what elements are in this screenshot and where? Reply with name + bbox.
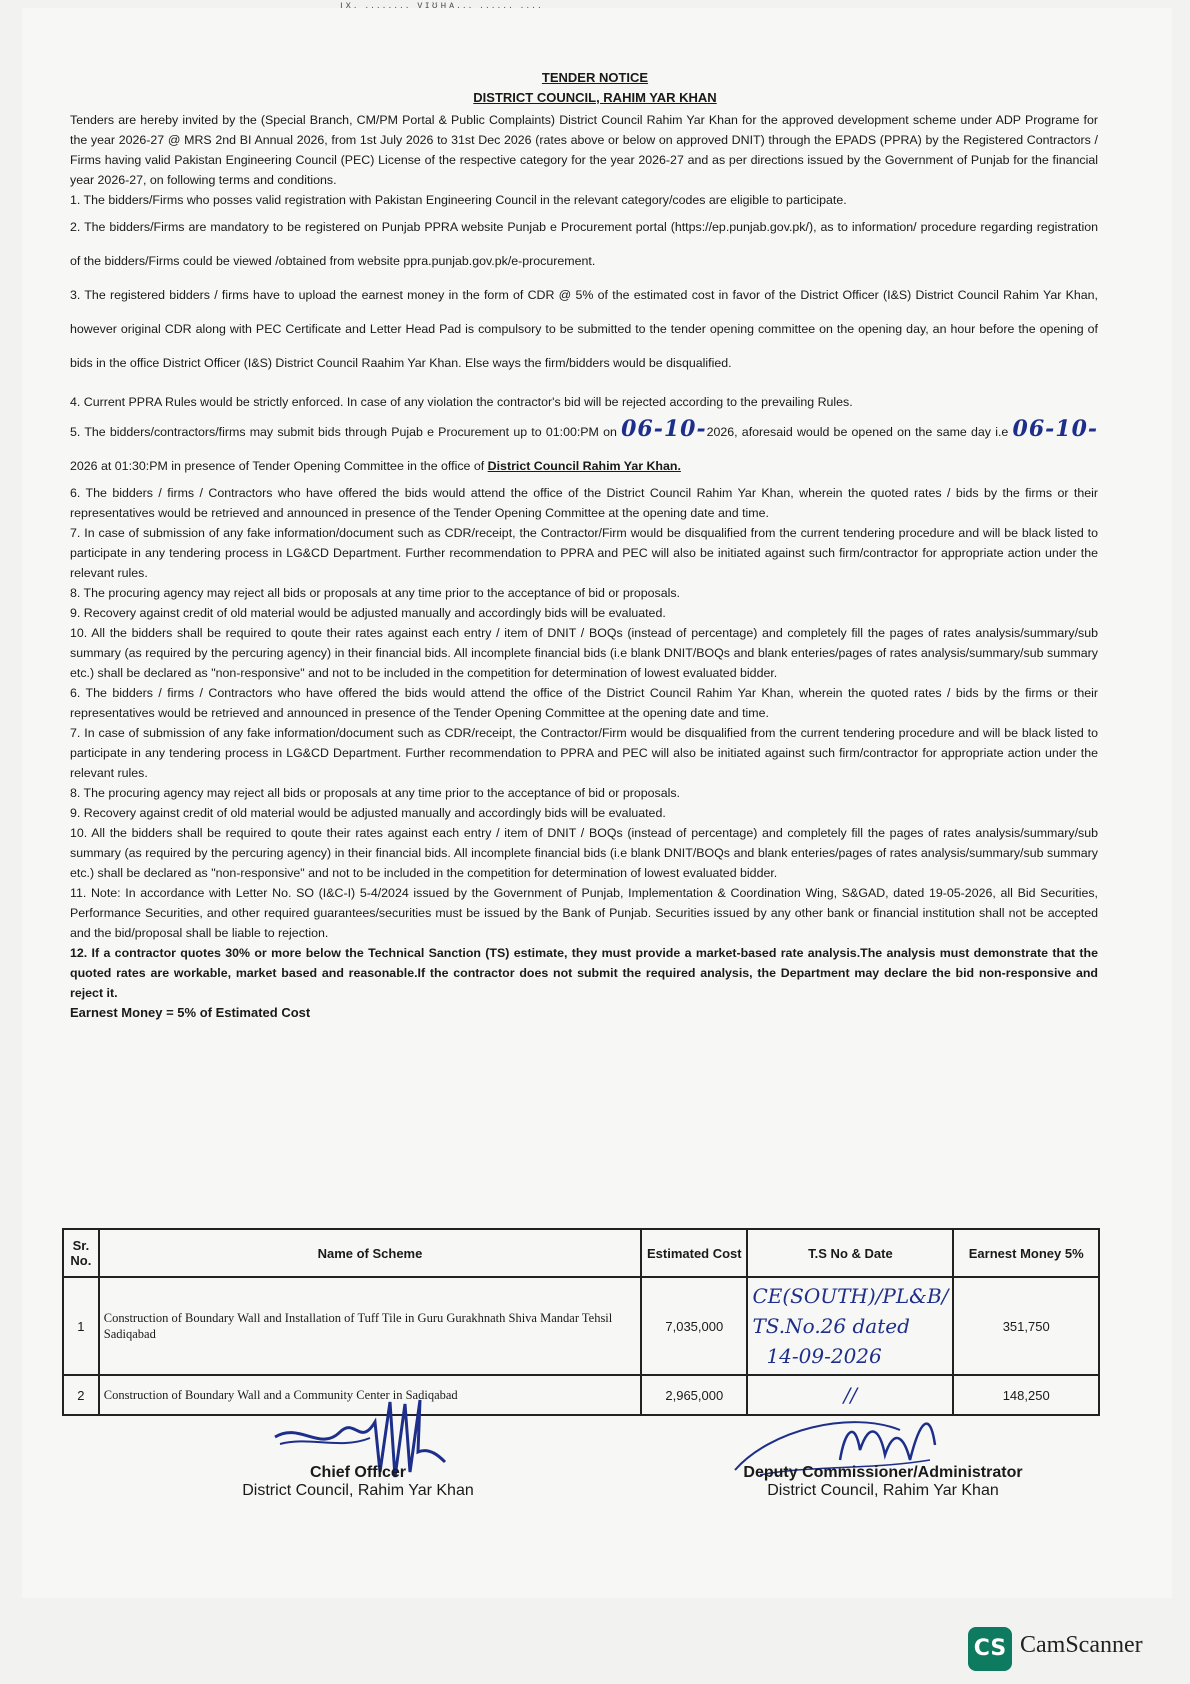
col-header-cost: Estimated Cost — [641, 1229, 747, 1277]
ts-line-3: 14-09-2026 — [766, 1344, 882, 1368]
cell-sr: 2 — [63, 1375, 99, 1415]
notice-body — [70, 110, 1098, 1023]
cell-estimated-cost: 7,035,000 — [641, 1277, 747, 1375]
table-header-row — [63, 1229, 1099, 1277]
term-5-office: District Council Rahim Yar Khan. — [487, 459, 681, 473]
col-header-name: Name of Scheme — [99, 1229, 641, 1277]
notice-subtitle: DISTRICT COUNCIL, RAHIM YAR KHAN — [473, 90, 717, 105]
term-6-repeat: 6. The bidders / firms / Contractors who have offered the bids would attend the office of the District Council Rahim Yar Khan, wherein the quoted rates / bids by the firms or their representatives would be retrieved and announced in presence of the Tender Opening Committee at the opening date and time. — [70, 686, 1098, 720]
col-header-ts: T.S No & Date — [747, 1229, 953, 1277]
col-header-sr: Sr. No. — [63, 1229, 99, 1277]
ts-line-1: CE(SOUTH)/PL&B/ — [752, 1284, 949, 1308]
term-1: 1. The bidders/Firms who posses valid registration with Pakistan Engineering Council in the relevant category/codes are eligible to participate. — [70, 193, 847, 207]
term-4: 4. Current PPRA Rules would be strictly enforced. In case of any violation the contractor's bid will be rejected according to the prevailing Rules. — [70, 395, 853, 409]
term-7: 7. In case of submission of any fake information/document such as CDR/receipt, the Contractor/Firm would be disqualified from the current tendering procedure and will be black listed to participate in any tendering process in LG&CD Department. Further recommendation to PPRA and PEC will also be initiated against such firm/contractor for appropriate action under the relevant rules. — [70, 526, 1098, 580]
col-header-earnest: Earnest Money 5% — [953, 1229, 1099, 1277]
cell-ts-handwritten — [747, 1277, 953, 1375]
ts-line-2: TS.No.26 dated — [752, 1314, 910, 1338]
scan-header-fragment: ıx. ........ vɪʊʜᴀ... ...... .... — [340, 0, 544, 10]
cell-scheme-name: Construction of Boundary Wall and a Community Center in Sadiqabad — [99, 1375, 641, 1415]
cell-ts-ditto: // — [747, 1375, 953, 1415]
term-5 — [70, 412, 1098, 483]
notice-title: TENDER NOTICE — [541, 70, 649, 85]
cell-earnest-money: 351,750 — [953, 1277, 1099, 1375]
term-9-repeat: 9. Recovery against credit of old material would be adjusted manually and accordingly bids will be evaluated. — [70, 806, 666, 820]
term-5-text-b: 2026, aforesaid would be opened on the same day i.e — [706, 425, 1009, 439]
schemes-table — [62, 1228, 1100, 1416]
table-row — [63, 1277, 1099, 1375]
cell-scheme-name: Construction of Boundary Wall and Installation of Tuff Tile in Guru Gurakhnath Shiva Mandar Tehsil Sadiqabad — [99, 1277, 641, 1375]
term-8: 8. The procuring agency may reject all bids or proposals at any time prior to the acceptance of bid or proposals. — [70, 586, 680, 600]
camscanner-watermark: CamScanner — [1020, 1632, 1143, 1658]
cell-earnest-money: 148,250 — [953, 1375, 1099, 1415]
term-6: 6. The bidders / firms / Contractors who have offered the bids would attend the office of the District Council Rahim Yar Khan, wherein the quoted rates / bids by the firms or their representatives would be retrieved and announced in presence of the Tender Opening Committee at the opening date and time. — [70, 486, 1098, 520]
earnest-money-title: Earnest Money = 5% of Estimated Cost — [70, 1005, 311, 1020]
left-signature-org: District Council, Rahim Yar Khan — [242, 1482, 474, 1499]
term-9: 9. Recovery against credit of old material would be adjusted manually and accordingly bids will be evaluated. — [70, 606, 666, 620]
term-12: 12. If a contractor quotes 30% or more below the Technical Sanction (TS) estimate, they must provide a market-based rate analysis.The analysis must demonstrate that the quoted rates are workable, market based and reasonable.If the contractor does not submit the required analysis, the Department may declare the bid non-responsive and reject it. — [70, 946, 1098, 1000]
cell-sr: 1 — [63, 1277, 99, 1375]
chief-officer-title: Chief Officer — [309, 1464, 406, 1481]
right-signature-org: District Council, Rahim Yar Khan — [767, 1482, 999, 1499]
left-signature-block — [218, 1464, 498, 1500]
term-7-repeat: 7. In case of submission of any fake information/document such as CDR/receipt, the Contractor/Firm would be disqualified from the current tendering procedure and will be black listed to participate in any tendering process in LG&CD Department. Further recommendation to PPRA and PEC will also be initiated against such firm/contractor for appropriate action under the relevant rules. — [70, 726, 1098, 780]
term-3: 3. The registered bidders / firms have to upload the earnest money in the form of CDR @ 5% of the estimated cost in favor of the District Officer (I&S) District Council Rahim Yar Khan, however original CDR along with PEC Certificate and Letter Head Pad is compulsory to be submitted to the tender opening committee on the opening day, an hour before the opening of bids in the office District Officer (I&S) District Council Raahim Yar Khan. Else ways the firm/bidders would be disqualified. — [70, 288, 1098, 370]
camscanner-logo-icon: CS — [968, 1627, 1012, 1671]
term-5-text-c: 2026 at 01:30:PM in presence of Tender Opening Committee in the office of — [70, 459, 485, 473]
deputy-commissioner-title: Deputy Commissioner/Administrator — [743, 1464, 1023, 1481]
intro-paragraph: Tenders are hereby invited by the (Special Branch, CM/PM Portal & Public Complaints) District Council Rahim Yar Khan for the approved development scheme under ADP Programe for the year 2026-27 @ MRS 2nd BI Annual 2026, from 1st July 2026 to 31st Dec 2026 (rates above or below on approved DNIT) through the EPADS (PPRA) by the Registered Contractors / Firms having valid Pakistan Engineering Council (PEC) License of the respective category for the year 2026-27 and as per directions issued by the Government of Punjab for the financial year 2026-27, on following terms and conditions. — [70, 113, 1098, 187]
handwritten-date-1: 06-10- — [621, 416, 707, 442]
term-10: 10. All the bidders shall be required to qoute their rates against each entry / item of DNIT / BOQs (instead of percentage) and completely fill the pages of rates analysis/summary/sub summary (as required by the percuring agency) in their financial bids. All incomplete financial bids (i.e blank DNIT/BOQs and blank enteries/pages of rates analysis/summary/sub summary etc.) shall be declared as "non-responsive" and not to be included in the competition for determination of lowest evaluated bidder. — [70, 626, 1098, 680]
term-8-repeat: 8. The procuring agency may reject all bids or proposals at any time prior to the acceptance of bid or proposals. — [70, 786, 680, 800]
handwritten-date-2: 06-10- — [1012, 416, 1099, 442]
term-5-text-a: 5. The bidders/contractors/firms may submit bids through Pujab e Procurement up to 01:00:PM on — [70, 425, 617, 439]
right-signature-block — [718, 1464, 1048, 1500]
term-10-repeat: 10. All the bidders shall be required to qoute their rates against each entry / item of DNIT / BOQs (instead of percentage) and completely fill the pages of rates analysis/summary/sub summary (as required by the percuring agency) in their financial bids. All incomplete financial bids (i.e blank DNIT/BOQs and blank enteries/pages of rates analysis/summary/sub summary etc.) shall be declared as "non-responsive" and not to be included in the competition for determination of lowest evaluated bidder. — [70, 826, 1098, 880]
term-11: 11. Note: In accordance with Letter No. SO (I&C-I) 5-4/2024 issued by the Government of Punjab, Implementation & Coordination Wing, S&GAD, dated 19-05-2026, all Bid Securities, Performance Securities, and other required guarantees/securities must be issued by the Bank of Punjab. Securities issued by any other bank or financial institution shall not be accepted and the bid/proposal shall be liable to rejection. — [70, 886, 1098, 940]
cell-estimated-cost: 2,965,000 — [641, 1375, 747, 1415]
term-2: 2. The bidders/Firms are mandatory to be registered on Punjab PPRA website Punjab e Procurement portal (https://ep.punjab.gov.pk/), as to information/ procedure regarding registration of the bidders/Firms could be viewed /obtained from website ppra.punjab.gov.pk/e-procurement. — [70, 220, 1098, 268]
